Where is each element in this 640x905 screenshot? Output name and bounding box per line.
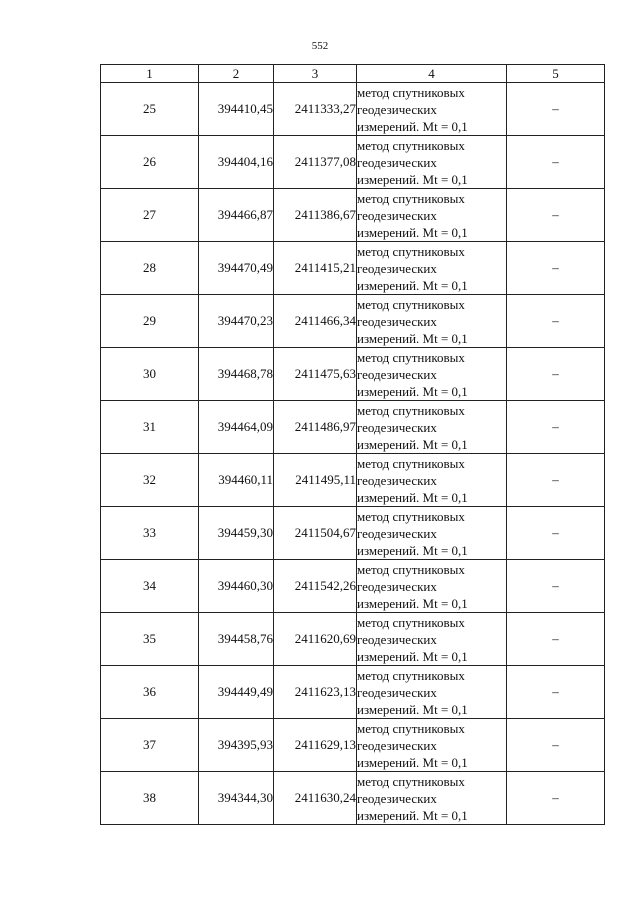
coord-x: 394470,23 xyxy=(199,295,274,348)
method-cell xyxy=(357,136,507,189)
header-row xyxy=(101,65,605,83)
method-line-2: геодезических xyxy=(357,207,437,223)
coord-y: 2411386,67 xyxy=(274,189,357,242)
coord-y: 2411495,11 xyxy=(274,454,357,507)
point-number: 37 xyxy=(101,719,199,772)
method-cell xyxy=(357,613,507,666)
method-line-2: геодезических xyxy=(357,366,437,382)
coord-y: 2411623,13 xyxy=(274,666,357,719)
method-line-1: метод спутниковых xyxy=(357,349,465,365)
method-line-3: измерений. Mt = 0,1 xyxy=(357,807,468,823)
coord-x: 394470,49 xyxy=(199,242,274,295)
method-line-3: измерений. Mt = 0,1 xyxy=(357,383,468,399)
method-line-3: измерений. Mt = 0,1 xyxy=(357,277,468,293)
point-number: 32 xyxy=(101,454,199,507)
point-number: 29 xyxy=(101,295,199,348)
table-row xyxy=(101,83,605,136)
col5-value: – xyxy=(507,242,605,295)
method-line-1: метод спутниковых xyxy=(357,561,465,577)
method-line-1: метод спутниковых xyxy=(357,773,465,789)
method-cell xyxy=(357,189,507,242)
point-number: 30 xyxy=(101,348,199,401)
point-number: 33 xyxy=(101,507,199,560)
table-row xyxy=(101,454,605,507)
method-line-3: измерений. Mt = 0,1 xyxy=(357,489,468,505)
table-row xyxy=(101,295,605,348)
header-col-5: 5 xyxy=(507,65,605,83)
method-cell xyxy=(357,507,507,560)
col5-value: – xyxy=(507,507,605,560)
table-row xyxy=(101,136,605,189)
method-cell xyxy=(357,772,507,825)
method-cell xyxy=(357,719,507,772)
method-line-3: измерений. Mt = 0,1 xyxy=(357,330,468,346)
method-line-3: измерений. Mt = 0,1 xyxy=(357,171,468,187)
table-row xyxy=(101,772,605,825)
header-col-3: 3 xyxy=(274,65,357,83)
coord-x: 394449,49 xyxy=(199,666,274,719)
coord-x: 394460,30 xyxy=(199,560,274,613)
coord-y: 2411620,69 xyxy=(274,613,357,666)
point-number: 26 xyxy=(101,136,199,189)
method-cell xyxy=(357,401,507,454)
method-cell xyxy=(357,295,507,348)
method-line-2: геодезических xyxy=(357,154,437,170)
method-line-1: метод спутниковых xyxy=(357,190,465,206)
table-body xyxy=(101,83,605,825)
table-row xyxy=(101,401,605,454)
point-number: 36 xyxy=(101,666,199,719)
method-line-3: измерений. Mt = 0,1 xyxy=(357,118,468,134)
method-line-1: метод спутниковых xyxy=(357,667,465,683)
col5-value: – xyxy=(507,136,605,189)
method-line-2: геодезических xyxy=(357,578,437,594)
coord-y: 2411486,97 xyxy=(274,401,357,454)
coord-x: 394395,93 xyxy=(199,719,274,772)
method-cell xyxy=(357,242,507,295)
coord-x: 394464,09 xyxy=(199,401,274,454)
method-line-1: метод спутниковых xyxy=(357,720,465,736)
col5-value: – xyxy=(507,189,605,242)
method-line-2: геодезических xyxy=(357,525,437,541)
page-number: 552 xyxy=(311,40,329,52)
method-line-3: измерений. Mt = 0,1 xyxy=(357,224,468,240)
method-line-1: метод спутниковых xyxy=(357,296,465,312)
method-cell xyxy=(357,454,507,507)
col5-value: – xyxy=(507,719,605,772)
coord-x: 394458,76 xyxy=(199,613,274,666)
header-col-2: 2 xyxy=(199,65,274,83)
coord-x: 394466,87 xyxy=(199,189,274,242)
coord-y: 2411475,63 xyxy=(274,348,357,401)
method-line-2: геодезических xyxy=(357,631,437,647)
method-line-1: метод спутниковых xyxy=(357,508,465,524)
method-line-3: измерений. Mt = 0,1 xyxy=(357,701,468,717)
method-cell xyxy=(357,83,507,136)
method-cell xyxy=(357,560,507,613)
col5-value: – xyxy=(507,666,605,719)
point-number: 27 xyxy=(101,189,199,242)
coord-x: 394460,11 xyxy=(199,454,274,507)
point-number: 31 xyxy=(101,401,199,454)
coord-y: 2411504,67 xyxy=(274,507,357,560)
coord-y: 2411630,24 xyxy=(274,772,357,825)
col5-value: – xyxy=(507,454,605,507)
table-row xyxy=(101,560,605,613)
method-line-2: геодезических xyxy=(357,684,437,700)
method-line-3: измерений. Mt = 0,1 xyxy=(357,436,468,452)
coord-y: 2411542,26 xyxy=(274,560,357,613)
table-row xyxy=(101,613,605,666)
method-line-2: геодезических xyxy=(357,313,437,329)
table-header xyxy=(101,65,605,83)
col5-value: – xyxy=(507,401,605,454)
table-row xyxy=(101,507,605,560)
method-line-2: геодезических xyxy=(357,101,437,117)
method-line-3: измерений. Mt = 0,1 xyxy=(357,754,468,770)
header-col-4: 4 xyxy=(357,65,507,83)
coord-y: 2411333,27 xyxy=(274,83,357,136)
point-number: 25 xyxy=(101,83,199,136)
coord-y: 2411377,08 xyxy=(274,136,357,189)
method-line-3: измерений. Mt = 0,1 xyxy=(357,595,468,611)
table-row xyxy=(101,242,605,295)
col5-value: – xyxy=(507,83,605,136)
table-row xyxy=(101,666,605,719)
coord-x: 394410,45 xyxy=(199,83,274,136)
method-line-3: измерений. Mt = 0,1 xyxy=(357,648,468,664)
coord-y: 2411415,21 xyxy=(274,242,357,295)
table-row xyxy=(101,719,605,772)
coord-x: 394344,30 xyxy=(199,772,274,825)
point-number: 38 xyxy=(101,772,199,825)
col5-value: – xyxy=(507,348,605,401)
method-line-1: метод спутниковых xyxy=(357,243,465,259)
table-row xyxy=(101,348,605,401)
method-line-1: метод спутниковых xyxy=(357,614,465,630)
header-col-1: 1 xyxy=(101,65,199,83)
col5-value: – xyxy=(507,772,605,825)
method-cell xyxy=(357,666,507,719)
coord-x: 394459,30 xyxy=(199,507,274,560)
method-line-1: метод спутниковых xyxy=(357,455,465,471)
method-line-1: метод спутниковых xyxy=(357,137,465,153)
method-line-1: метод спутниковых xyxy=(357,402,465,418)
point-number: 35 xyxy=(101,613,199,666)
method-line-2: геодезических xyxy=(357,472,437,488)
coord-y: 2411629,13 xyxy=(274,719,357,772)
coord-y: 2411466,34 xyxy=(274,295,357,348)
method-line-2: геодезических xyxy=(357,260,437,276)
method-line-2: геодезических xyxy=(357,737,437,753)
method-line-1: метод спутниковых xyxy=(357,84,465,100)
method-line-3: измерений. Mt = 0,1 xyxy=(357,542,468,558)
coordinates-table xyxy=(100,64,605,825)
method-cell xyxy=(357,348,507,401)
coord-x: 394468,78 xyxy=(199,348,274,401)
col5-value: – xyxy=(507,560,605,613)
col5-value: – xyxy=(507,295,605,348)
point-number: 34 xyxy=(101,560,199,613)
table-row xyxy=(101,189,605,242)
col5-value: – xyxy=(507,613,605,666)
method-line-2: геодезических xyxy=(357,419,437,435)
coord-x: 394404,16 xyxy=(199,136,274,189)
point-number: 28 xyxy=(101,242,199,295)
method-line-2: геодезических xyxy=(357,790,437,806)
